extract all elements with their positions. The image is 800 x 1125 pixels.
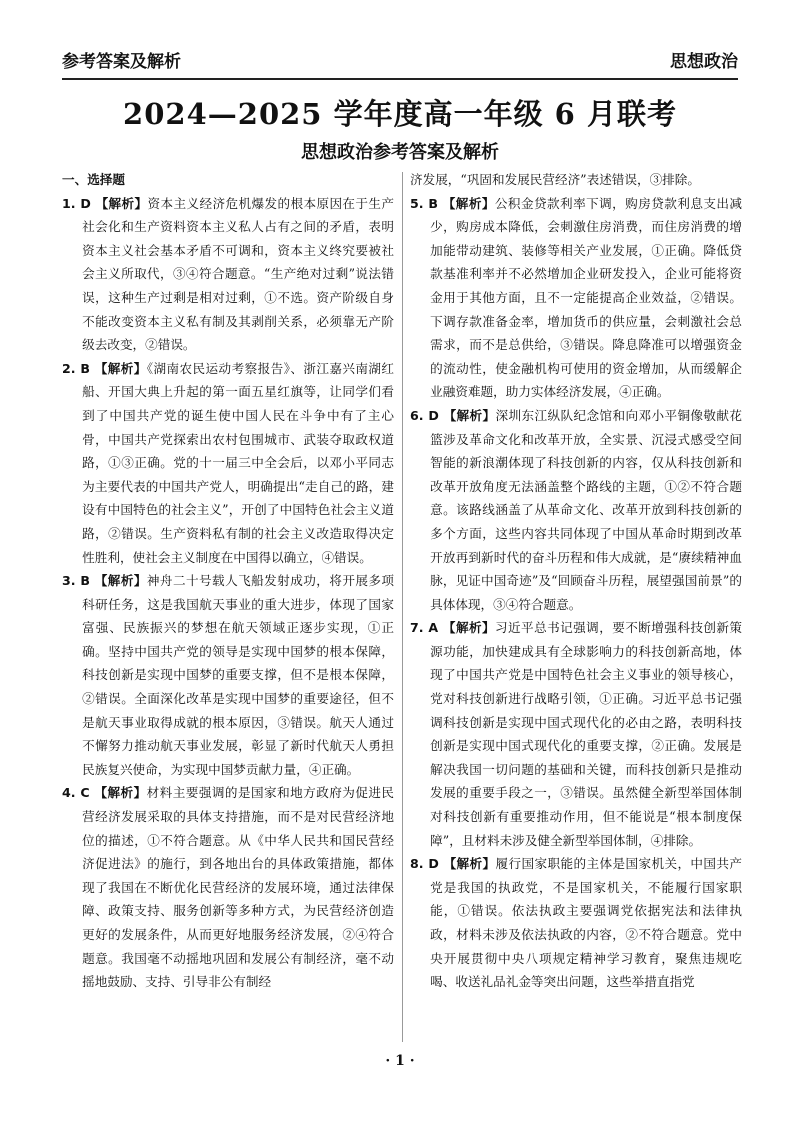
- question-explanation: 《湖南农民运动考察报告》、浙江嘉兴南湖红船、开国大典上升起的第一面五星红旗等，让同学们看到了中国共产党的诞生使中国人民在斗争中有了主心骨，中国共产党探索出农村包围城市、武装夺取政权道路，①③正确。党的十一届三中全会后，以邓小平同志为主要代表的中国共产党人，明确提出“走自己的路，建设有中国特色的社会主义”，开创了中国特色社会主义道路，②错误。生产资料私有制的社会主义改造取得决定性胜利，使社会主义制度在中国得以确立，④错误。: [82, 360, 394, 565]
- question-explanation: 深圳东江纵队纪念馆和向邓小平铜像敬献花篮涉及革命文化和改革开放，全实景、沉浸式感受空间智能的新浪潮体现了科技创新的内容，仅从科技创新和改革开放角度无法涵盖整个路线的主题，①②不符合题意。该路线涵盖了从革命文化、改革开放到科技创新的多个方面，这些内容共同体现了中国从革命时期到改革开放再到新时代的奋斗历程和伟大成就，是“赓续精神血脉，见证中国奇迹”及“回顾奋斗历程，展望强国前景”的具体体现，③④符合题意。: [430, 407, 742, 612]
- question-item: [62, 569, 394, 781]
- question-explanation: 习近平总书记强调，要不断增强科技创新策源功能，加快建成具有全球影响力的科技创新高地，体现了中国共产党是中国特色社会主义事业的领导核心，党对科技创新进行战略引领，①正确。习近平总书记强调科技创新是实现中国式现代化的必由之路，表明科技创新是实现中国式现代化的重要支撑，②正确。发展是解决我国一切问题的基础和关键，而科技创新只是推动发展的重要手段之一，③错误。虽然健全新型举国体制对科技创新有重要推动作用，但不能说是“根本制度保障”，且材料未涉及健全新型举国体制，④排除。: [430, 620, 742, 848]
- header-left-label: 参考答案及解析: [62, 52, 181, 72]
- question-item: [410, 852, 742, 994]
- question-explanation: 公积金贷款利率下调，购房贷款利息支出减少，购房成本降低，会刺激住房消费，而住房消费的增加能带动建筑、装修等相关产业发展，①正确。降低贷款基准利率并不必然增加企业研发投入，企业可能将资金用于其他方面，且不一定能提高企业效益，②错误。下调存款准备金率，增加货币的供应量，会刺激社会总需求，而不是总供给，③错误。降息降准可以增强资金的流动性，使金融机构可使用的资金增加，从而缓解企业融资难题，助力实体经济发展，④正确。: [430, 195, 742, 400]
- question-item: [410, 616, 742, 852]
- question-head: 5. B 【解析】: [410, 195, 495, 211]
- question-head: 1. D 【解析】: [62, 195, 148, 211]
- question-head: 6. D 【解析】: [410, 407, 496, 423]
- question-explanation: 材料主要强调的是国家和地方政府为促进民营经济发展采取的具体支持措施，而不是对民营经济地位的描述，①不符合题意。从《中华人民共和国民营经济促进法》的施行，到各地出台的具体政策措施，都体现了我国在不断优化民营经济的发展环境，通过法律保障、政策支持、服务创新等多种方式，为民营经济创造更好的发展条件，从而更好地服务经济发展，②④符合题意。我国毫不动摇地巩固和发展公有制经济，毫不动摇地鼓励、支持、引导非公有制经: [82, 785, 394, 990]
- right-column: [410, 168, 742, 1046]
- question-explanation: 履行国家职能的主体是国家机关，中国共产党是我国的执政党，不是国家机关，不能履行国家职能，①错误。依法执政主要强调党依据宪法和法律执政，材料未涉及依法执政的内容，②不符合题意。党中央开展贯彻中央八项规定精神学习教育，聚焦违规吃喝、收送礼品礼金等突出问题，这些举措直指党: [430, 856, 742, 990]
- page-subtitle: 思想政治参考答案及解析: [301, 142, 499, 163]
- question-head: 7. A 【解析】: [410, 620, 496, 636]
- question-head: 8. D 【解析】: [410, 856, 496, 872]
- question-continuation: [410, 168, 742, 192]
- section-heading: 一、选择题: [62, 172, 125, 187]
- column-divider: [402, 172, 403, 1042]
- page-header: [62, 46, 738, 80]
- question-head: 3. B 【解析】: [62, 573, 147, 589]
- question-head: 4. C 【解析】: [62, 785, 147, 801]
- left-column: [62, 168, 394, 1046]
- question-explanation: 神舟二十号载人飞船发射成功，将开展多项科研任务，这是我国航天事业的重大进步，体现了国家富强、民族振兴的梦想在航天领域正逐步实现，①正确。坚持中国共产党的领导是实现中国梦的根本保障，科技创新是实现中国梦的重要支撑，但不是根本保障，②错误。全面深化改革是实现中国梦的重要途径，但不是航天事业取得成就的根本原因，③错误。航天人通过不懈努力推动航天事业发展，彰显了新时代航天人勇担民族复兴使命，为实现中国梦贡献力量，④正确。: [82, 573, 394, 777]
- page-number: · 1 ·: [385, 1053, 415, 1069]
- question-explanation: 资本主义经济危机爆发的根本原因在于生产社会化和生产资料资本主义私人占有之间的矛盾，表明资本主义社会基本矛盾不可调和，资本主义终究要被社会主义所取代，③④符合题意。“生产绝对过剩”说法错误，这种生产过剩是相对过剩，①不选。资产阶级自身不能改变资本主义私有制及其剥削关系，必须靠无产阶级去改变，②错误。: [82, 195, 394, 353]
- page-title: 2024—2025 学年度高一年级 6 月联考: [123, 97, 677, 131]
- question-item: [62, 781, 394, 993]
- question-item: [62, 357, 394, 569]
- header-subject-label: 思想政治: [670, 52, 738, 72]
- question-head: 2. B 【解析】: [62, 360, 147, 376]
- question-item: [410, 404, 742, 616]
- question-item: [410, 192, 742, 404]
- answer-columns: [62, 168, 742, 1046]
- question-item: [62, 192, 394, 357]
- continued-text: 济发展，“巩固和发展民营经济”表述错误，③排除。: [410, 172, 700, 187]
